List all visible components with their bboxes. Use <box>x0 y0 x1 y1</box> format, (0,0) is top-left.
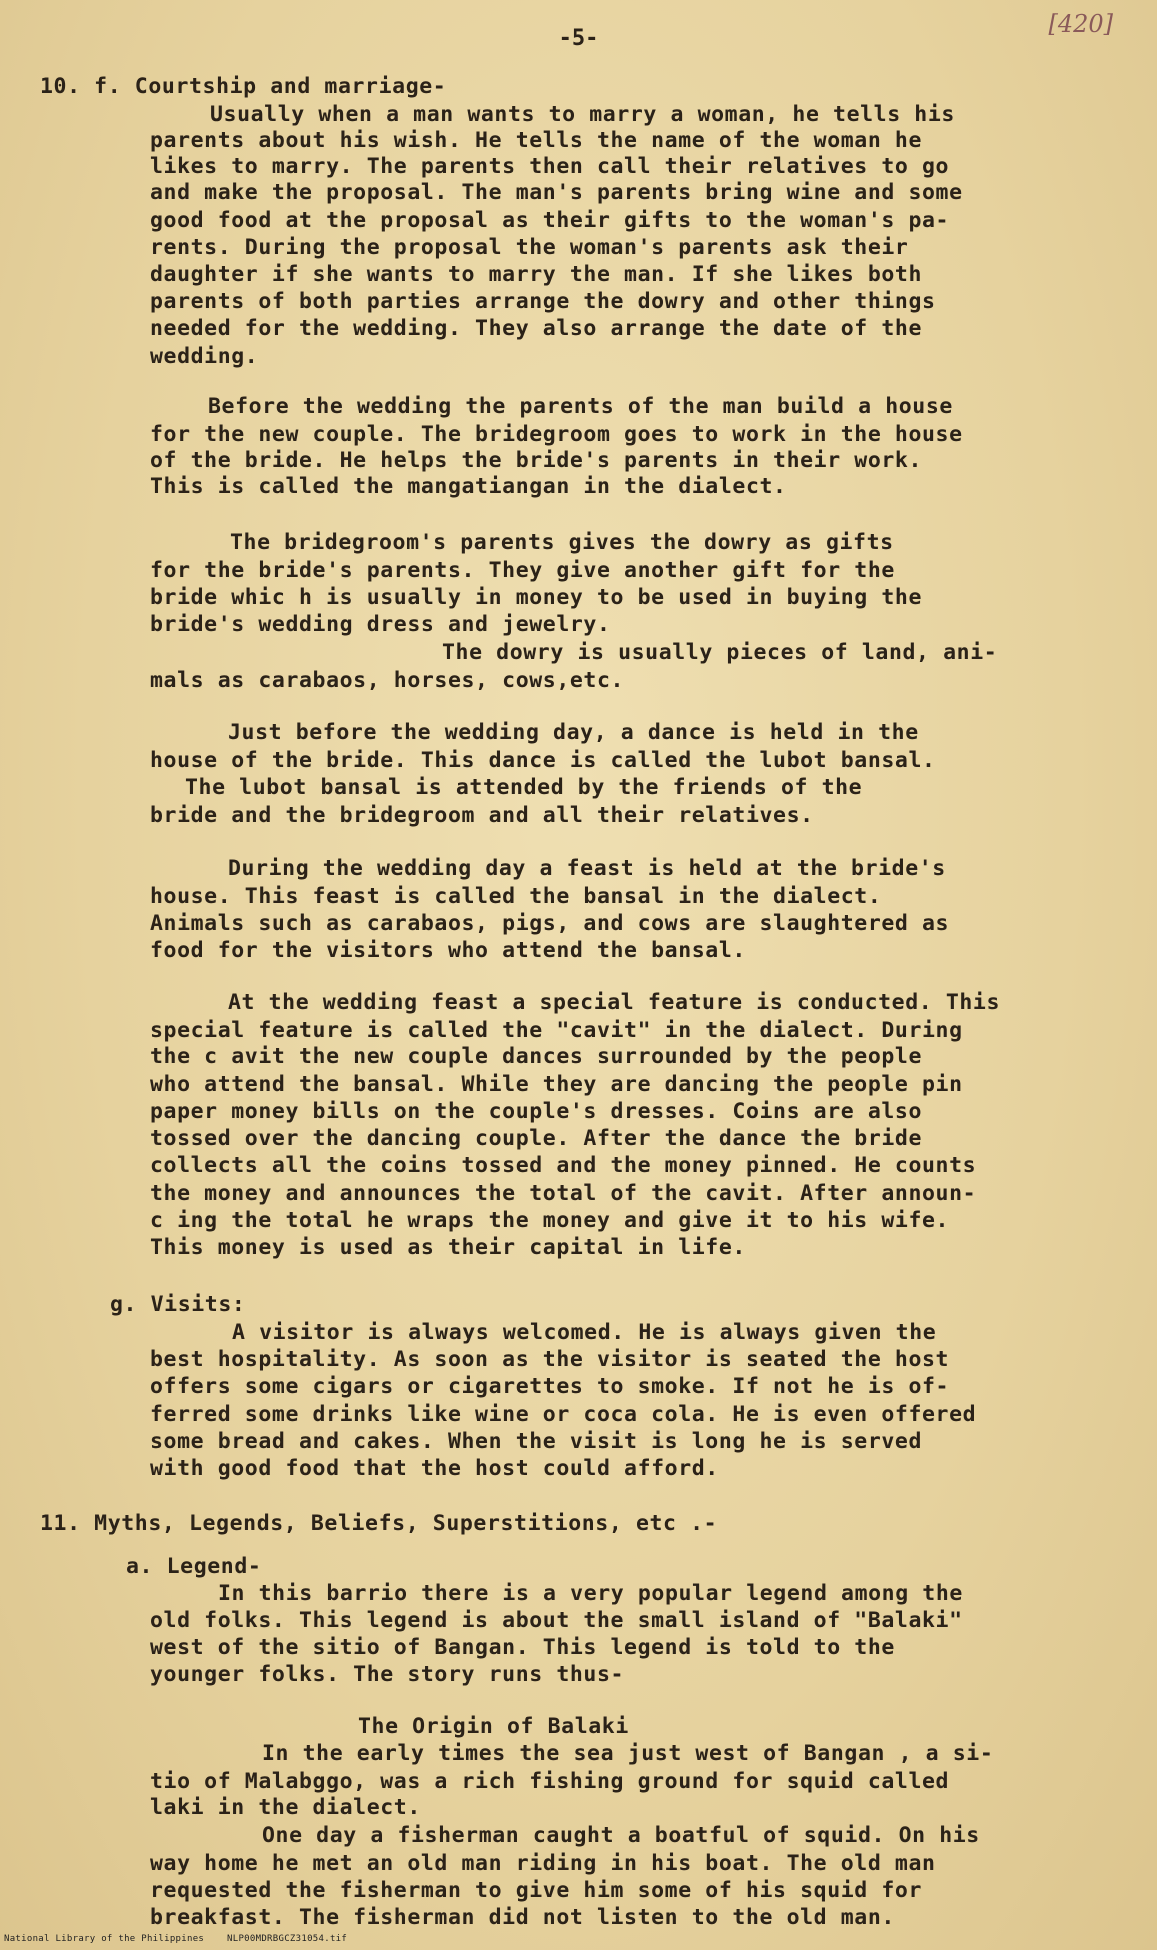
text-line: collects all the coins tossed and the money pinned. He counts <box>150 1153 977 1178</box>
text-line: with good food that the host could afford. <box>150 1456 719 1481</box>
text-line: 11. Myths, Legends, Beliefs, Superstitions, etc .- <box>40 1511 718 1536</box>
text-line: paper money bills on the couple's dresses. Coins are also <box>150 1099 923 1124</box>
text-line: special feature is called the "cavit" in the dialect. During <box>150 1018 963 1043</box>
page-number: -5- <box>558 26 599 51</box>
text-line: In this barrio there is a very popular legend among the <box>218 1581 963 1606</box>
text-line: Before the wedding the parents of the man build a house <box>208 394 953 419</box>
text-line: One day a fisherman caught a boatful of squid. On his <box>262 1823 980 1848</box>
text-line: bride whic h is usually in money to be used in buying the <box>150 585 923 610</box>
text-line: the c avit the new couple dances surrounded by the people <box>150 1044 923 1069</box>
text-line: During the wedding day a feast is held at the bride's <box>228 856 946 881</box>
text-line: offers some cigars or cigarettes to smoke. If not he is of- <box>150 1374 950 1399</box>
text-line: 10. f. Courtship and marriage- <box>40 74 447 99</box>
text-line: breakfast. The fisherman did not listen to the old man. <box>150 1905 895 1930</box>
text-line: parents of both parties arrange the dowry and other things <box>150 289 936 314</box>
text-line: bride's wedding dress and jewelry. <box>150 612 611 637</box>
text-line: house of the bride. This dance is called the lubot bansal. <box>150 748 936 773</box>
text-line: likes to marry. The parents then call their relatives to go <box>150 154 950 179</box>
text-line: who attend the bansal. While they are dancing the people pin <box>150 1072 963 1097</box>
text-line: c ing the total he wraps the money and give it to his wife. <box>150 1208 950 1233</box>
text-line: This is called the mangatiangan in the dialect. <box>150 474 787 499</box>
text-line: wedding. <box>150 344 259 369</box>
text-line: Just before the wedding day, a dance is held in the <box>228 720 919 745</box>
text-line: requested the fisherman to give him some of his squid for <box>150 1878 923 1903</box>
text-line: g. Visits: <box>110 1292 246 1317</box>
text-line: the money and announces the total of the cavit. After announ- <box>150 1181 977 1206</box>
text-line: a. Legend- <box>126 1554 262 1579</box>
text-line: needed for the wedding. They also arrange the date of the <box>150 316 923 341</box>
text-line: good food at the proposal as their gifts to the woman's pa- <box>150 208 950 233</box>
text-line: way home he met an old man riding in his boat. The old man <box>150 1851 936 1876</box>
scan-footer: National Library of the Philippines NLP00MDRBGCZ31054.tif <box>4 1934 348 1944</box>
text-line: This money is used as their capital in life. <box>150 1235 746 1260</box>
text-line: old folks. This legend is about the small island of "Balaki" <box>150 1608 963 1633</box>
text-line: The Origin of Balaki <box>358 1714 629 1739</box>
text-line: In the early times the sea just west of Bangan , a si- <box>262 1741 994 1766</box>
text-line: The lubot bansal is attended by the friends of the <box>185 775 863 800</box>
text-line: Usually when a man wants to marry a woman, he tells his <box>210 102 955 127</box>
text-line: and make the proposal. The man's parents bring wine and some <box>150 180 963 205</box>
text-line: parents about his wish. He tells the name of the woman he <box>150 128 923 153</box>
text-line: house. This feast is called the bansal in the dialect. <box>150 884 882 909</box>
text-line: tio of Malabggo, was a rich fishing ground for squid called <box>150 1769 950 1794</box>
text-line: food for the visitors who attend the bansal. <box>150 938 746 963</box>
text-line: for the bride's parents. They give another gift for the <box>150 558 895 583</box>
text-line: At the wedding feast a special feature is conducted. This <box>228 990 1001 1015</box>
text-line: A visitor is always welcomed. He is always given the <box>232 1320 937 1345</box>
text-line: for the new couple. The bridegroom goes to work in the house <box>150 422 963 447</box>
text-line: tossed over the dancing couple. After the dance the bride <box>150 1126 923 1151</box>
text-line: some bread and cakes. When the visit is long he is served <box>150 1429 923 1454</box>
text-line: Animals such as carabaos, pigs, and cows are slaughtered as <box>150 911 950 936</box>
text-line: The bridegroom's parents gives the dowry as gifts <box>230 530 894 555</box>
text-line: laki in the dialect. <box>150 1795 421 1820</box>
text-line: west of the sitio of Bangan. This legend is told to the <box>150 1635 895 1660</box>
archive-stamp: [420] <box>1048 10 1113 38</box>
text-line: of the bride. He helps the bride's parents in their work. <box>150 448 923 473</box>
text-line: daughter if she wants to marry the man. If she likes both <box>150 262 923 287</box>
text-line: bride and the bridegroom and all their relatives. <box>150 803 814 828</box>
text-line: The dowry is usually pieces of land, ani- <box>442 640 998 665</box>
text-line: mals as carabaos, horses, cows,etc. <box>150 668 625 693</box>
text-line: best hospitality. As soon as the visitor is seated the host <box>150 1347 950 1372</box>
text-line: rents. During the proposal the woman's parents ask their <box>150 235 909 260</box>
text-line: ferred some drinks like wine or coca cola. He is even offered <box>150 1402 977 1427</box>
text-line: younger folks. The story runs thus- <box>150 1662 625 1687</box>
